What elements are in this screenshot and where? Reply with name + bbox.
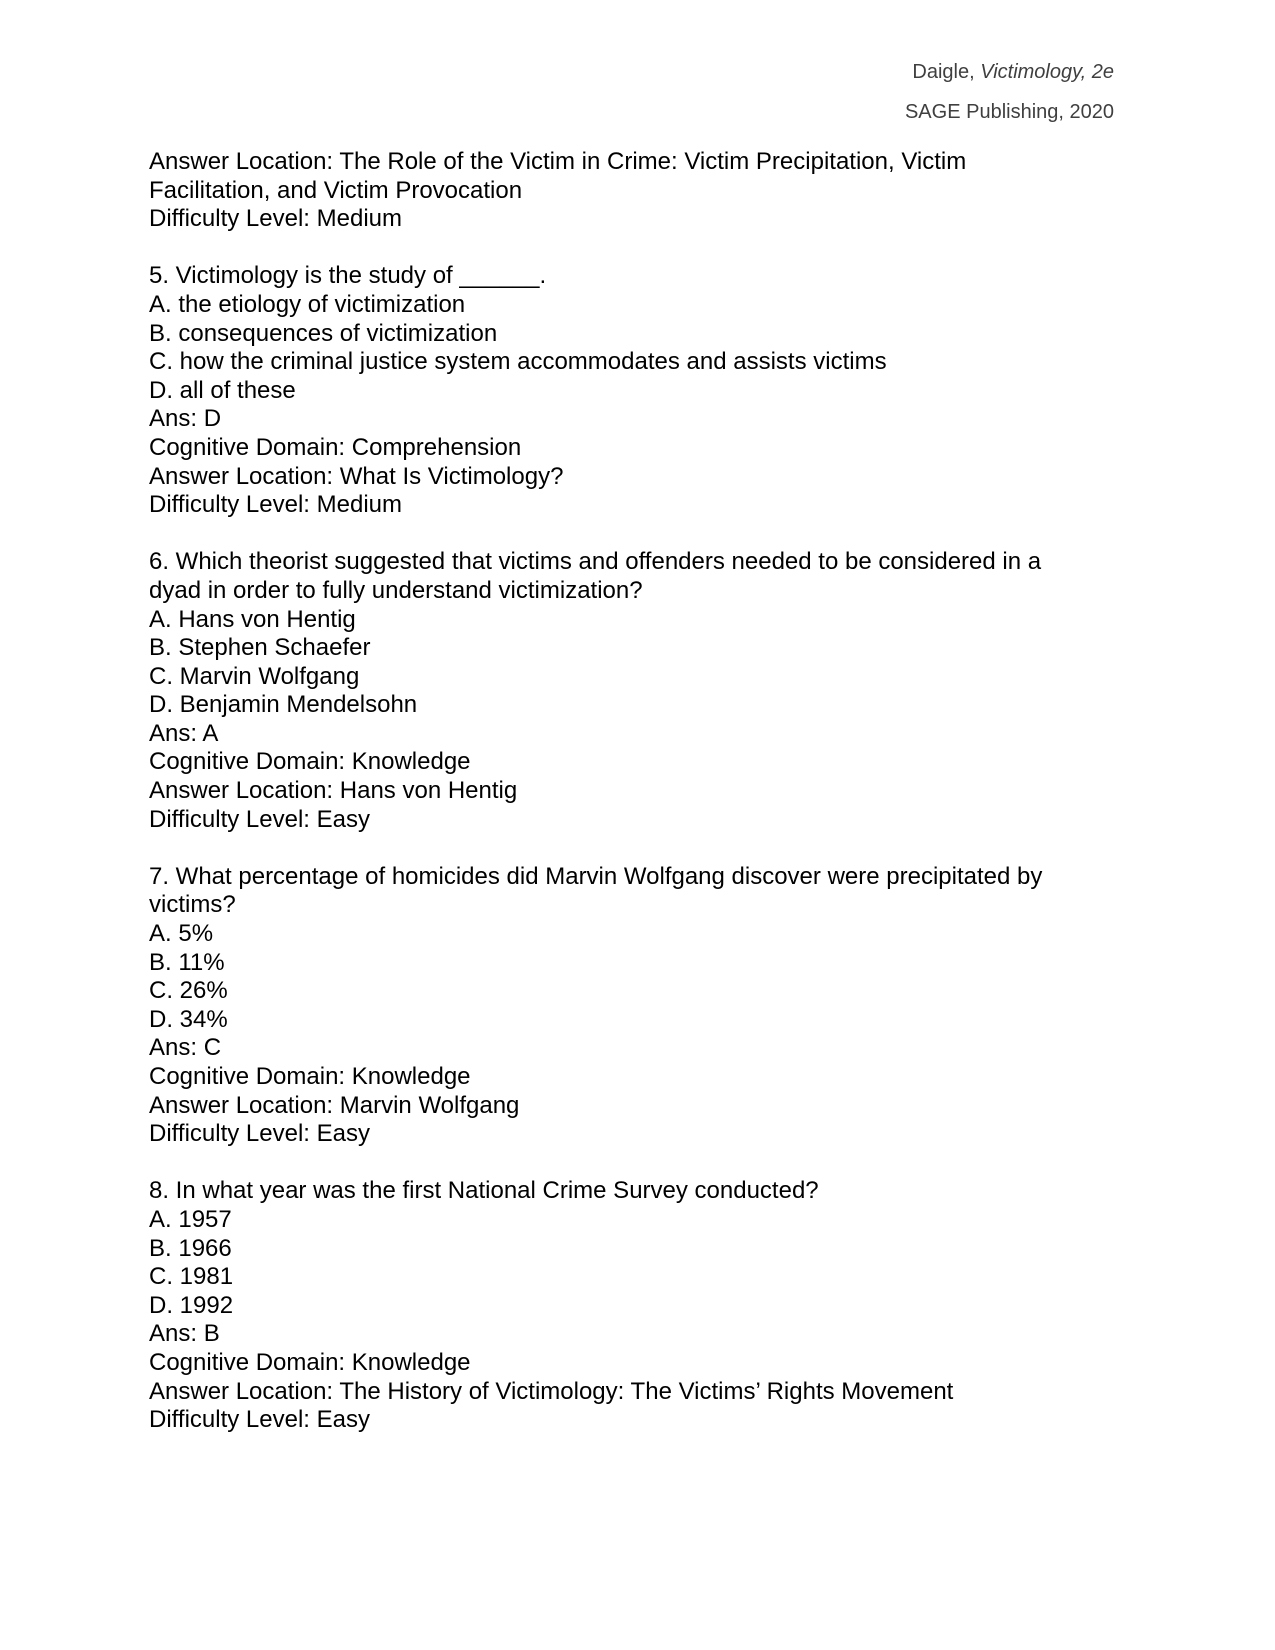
question-block xyxy=(149,1177,1119,1434)
intro-block xyxy=(149,148,1119,234)
difficulty-level: Difficulty Level: Medium xyxy=(149,491,402,519)
header-author: Daigle, xyxy=(912,61,981,83)
difficulty-level: Difficulty Level: Easy xyxy=(149,1406,370,1434)
header-book-title: Victimology, 2e xyxy=(980,61,1114,83)
answer-key: Ans: D xyxy=(149,405,222,433)
answer-location: Answer Location: Hans von Hentig xyxy=(149,777,518,805)
cognitive-domain: Cognitive Domain: Knowledge xyxy=(149,1063,471,1090)
cognitive-domain: Cognitive Domain: Knowledge xyxy=(149,748,471,776)
document-body xyxy=(149,148,1119,1435)
intro-location-line-1: Answer Location: The Role of the Victim in Crime: Victim Precipitation, Victim xyxy=(149,148,967,175)
spacer xyxy=(149,234,1119,263)
page-header xyxy=(905,58,1114,138)
question-stem: 5. Victimology is the study of ______. xyxy=(149,262,547,290)
answer-key: Ans: C xyxy=(149,1034,222,1062)
answer-option: D. Benjamin Mendelsohn xyxy=(149,691,418,719)
answer-option: D. all of these xyxy=(149,376,296,404)
cognitive-domain: Cognitive Domain: Knowledge xyxy=(149,1348,471,1376)
answer-option: C. Marvin Wolfgang xyxy=(149,662,360,690)
intro-difficulty: Difficulty Level: Medium xyxy=(149,205,402,233)
answer-option: A. 1957 xyxy=(149,1205,232,1233)
answer-option: A. the etiology of victimization xyxy=(149,290,466,318)
question-stem: dyad in order to fully understand victimization? xyxy=(149,576,643,604)
question-block xyxy=(149,262,1119,519)
spacer xyxy=(149,520,1119,549)
question-stem: victims? xyxy=(149,891,236,919)
answer-location: Answer Location: Marvin Wolfgang xyxy=(149,1091,520,1119)
question-block xyxy=(149,863,1119,1149)
cognitive-domain: Cognitive Domain: Comprehension xyxy=(149,433,522,461)
intro-location-line-2: Facilitation, and Victim Provocation xyxy=(149,176,523,204)
answer-option: A. 5% xyxy=(149,920,214,948)
answer-option: B. 11% xyxy=(149,948,225,976)
answer-option: C. 1981 xyxy=(149,1263,234,1291)
header-citation xyxy=(905,58,1114,98)
question-block xyxy=(149,548,1119,834)
header-publisher: SAGE Publishing, 2020 xyxy=(904,101,1114,123)
question-stem: 8. In what year was the first National Crime Survey conducted? xyxy=(149,1177,819,1205)
answer-key: Ans: A xyxy=(149,719,219,747)
answer-location: Answer Location: The History of Victimology: The Victims’ Rights Movement xyxy=(149,1377,954,1405)
difficulty-level: Difficulty Level: Easy xyxy=(149,1120,370,1148)
spacer xyxy=(149,834,1119,863)
answer-location: Answer Location: What Is Victimology? xyxy=(149,462,564,490)
answer-option: C. 26% xyxy=(149,977,228,1005)
answer-option: D. 34% xyxy=(149,1005,228,1033)
question-list xyxy=(149,262,1119,1434)
question-stem: 6. Which theorist suggested that victims and offenders needed to be considered in a xyxy=(149,548,1042,576)
answer-option: D. 1992 xyxy=(149,1291,234,1319)
answer-option: B. Stephen Schaefer xyxy=(149,634,371,662)
answer-key: Ans: B xyxy=(149,1320,220,1348)
answer-option: B. 1966 xyxy=(149,1234,232,1262)
answer-option: A. Hans von Hentig xyxy=(149,605,356,633)
question-stem: 7. What percentage of homicides did Marvin Wolfgang discover were precipitated by xyxy=(149,862,1043,890)
difficulty-level: Difficulty Level: Easy xyxy=(149,805,370,833)
answer-option: B. consequences of victimization xyxy=(149,319,498,347)
answer-option: C. how the criminal justice system accommodates and assists victims xyxy=(149,348,887,376)
spacer xyxy=(149,1149,1119,1178)
